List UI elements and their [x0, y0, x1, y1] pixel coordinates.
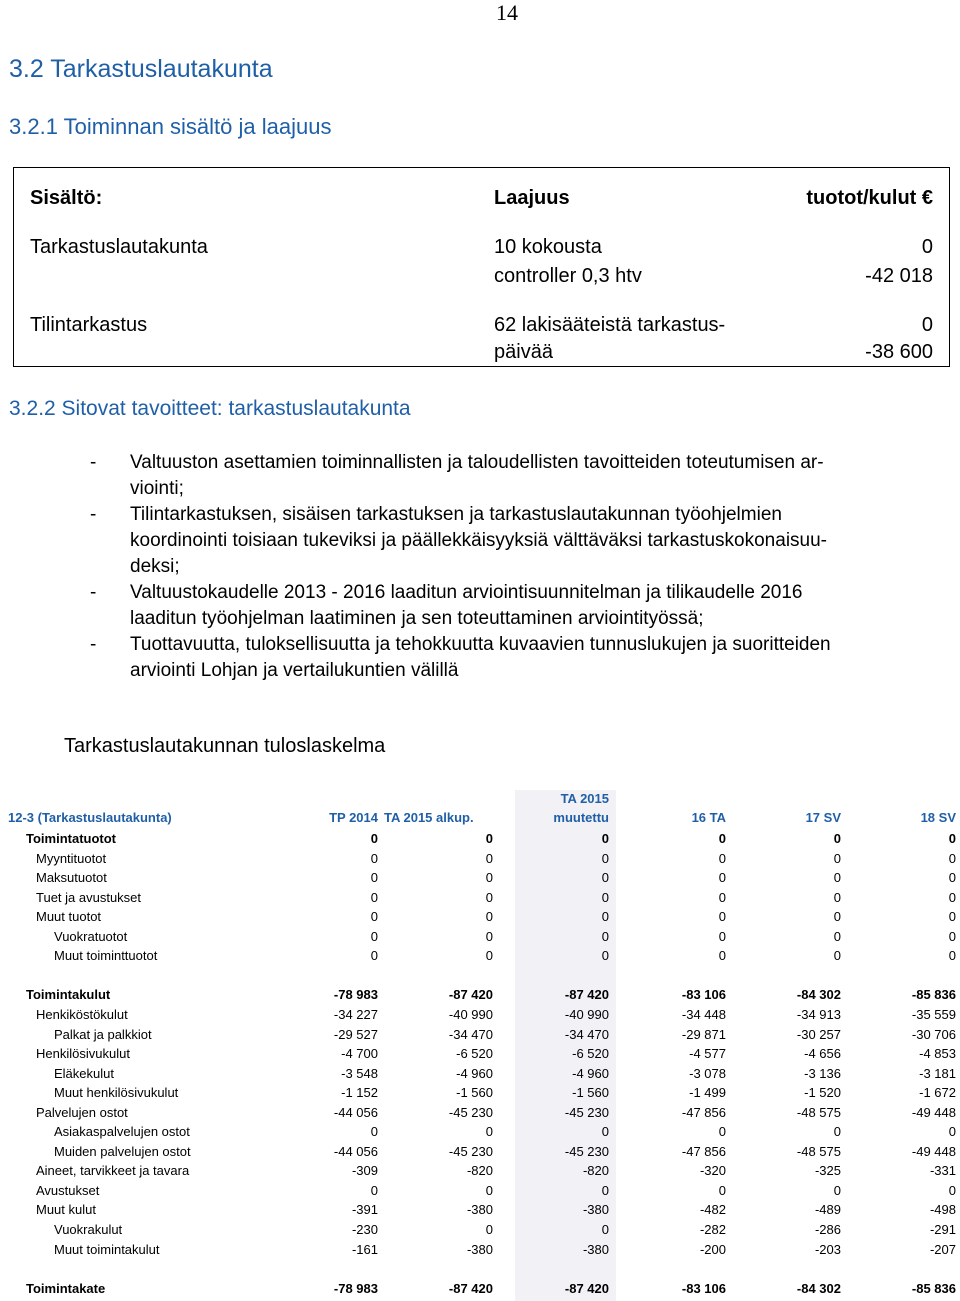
- row-value: -84 302: [796, 1280, 841, 1296]
- header-17sv: 17 SV: [805, 810, 841, 825]
- row-value: -286: [814, 1222, 841, 1237]
- row-value: 0: [718, 831, 726, 846]
- row-value: -820: [466, 1163, 493, 1179]
- row-label: Muiden palvelujen ostot: [54, 1143, 191, 1159]
- table-row: [0, 1181, 960, 1201]
- table-row: [0, 1005, 960, 1025]
- goal-text: laaditun työohjelman laatiminen ja sen toteuttaminen arviointityössä;: [130, 608, 704, 629]
- row-value: 0: [833, 909, 841, 925]
- row-label: Tuet ja avustukset: [36, 889, 142, 905]
- row-value: 0: [601, 850, 609, 866]
- row-value: 0: [370, 889, 378, 905]
- row-label: Toimintakulut: [26, 987, 111, 1003]
- row-value: -207: [929, 1241, 956, 1257]
- goal-text: Tilintarkastuksen, sisäisen tarkastuksen ja tarkastuslautakunnan työohjelmien: [130, 504, 782, 525]
- table-row: [0, 1044, 960, 1064]
- row-value: 0: [948, 889, 956, 905]
- header-scope: Laajuus: [494, 187, 570, 209]
- row-label: Vuokrakulut: [54, 1222, 123, 1237]
- row-value: -49 448: [911, 1104, 956, 1120]
- row-value: -380: [582, 1202, 609, 1218]
- row-value: -3 181: [919, 1065, 956, 1081]
- table-row: [0, 1025, 960, 1045]
- header-income-costs: tuotot/kulut €: [806, 187, 933, 209]
- row-value: -34 913: [796, 1006, 841, 1022]
- row-value: -3 136: [804, 1065, 841, 1081]
- row-value: -45 230: [564, 1104, 609, 1120]
- row-value: -4 656: [804, 1046, 841, 1062]
- table-row: [0, 1220, 960, 1240]
- row-value: -45 230: [564, 1143, 609, 1159]
- row-label: Henkilösivukulut: [36, 1046, 130, 1062]
- row-value: -1 499: [689, 1085, 726, 1101]
- table-row: [0, 907, 960, 927]
- row-label: Muut toimintakulut: [54, 1241, 160, 1257]
- row-value: -40 990: [448, 1006, 493, 1022]
- row-name: Tilintarkastus: [30, 314, 148, 336]
- table-row: [0, 1200, 960, 1220]
- row-value: -380: [466, 1241, 493, 1257]
- row-value-line2: -42 018: [865, 265, 933, 287]
- row-value: -380: [466, 1202, 493, 1218]
- row-value: 0: [833, 928, 841, 944]
- row-value: 0: [718, 1124, 726, 1140]
- row-label: Eläkekulut: [54, 1065, 114, 1081]
- row-value: -83 106: [681, 1280, 726, 1296]
- goal-text: Valtuuston asettamien toiminnallisten ja taloudellisten tavoitteiden toteutumisen ar-: [130, 452, 824, 473]
- row-value: -380: [582, 1241, 609, 1257]
- row-value: 0: [948, 850, 956, 866]
- row-value: 0: [718, 889, 726, 905]
- row-value: -34 470: [448, 1026, 493, 1042]
- row-value: -34 227: [333, 1006, 378, 1022]
- row-scope-line2: controller 0,3 htv: [494, 265, 642, 287]
- row-value: -34 470: [564, 1026, 609, 1042]
- row-value: 0: [601, 889, 609, 905]
- row-value: 0: [948, 831, 956, 846]
- row-value: -391: [351, 1202, 378, 1218]
- table-row: [0, 1240, 960, 1260]
- row-value: 0: [370, 1182, 378, 1198]
- table-row: [0, 1064, 960, 1084]
- goal-bullet: -: [90, 582, 97, 603]
- subsection-heading-goals: 3.2.2 Sitovat tavoitteet: tarkastuslautakunta: [9, 397, 411, 420]
- goal-text: viointi;: [130, 478, 184, 499]
- table-row: [0, 1279, 960, 1299]
- table-row: [0, 1161, 960, 1181]
- row-value: -1 672: [919, 1085, 956, 1101]
- table-row: [0, 888, 960, 908]
- row-value: -45 230: [448, 1143, 493, 1159]
- row-value: 0: [833, 1124, 841, 1140]
- row-value: 0: [601, 1124, 609, 1140]
- row-value: 0: [370, 928, 378, 944]
- row-value: -4 853: [919, 1046, 956, 1062]
- row-value: -85 836: [911, 987, 956, 1003]
- row-value: -325: [814, 1163, 841, 1179]
- goal-text: deksi;: [130, 556, 180, 577]
- goal-text: koordinointi toisiaan tukeviksi ja päällekkäisyyksiä välttäväksi tarkastuskokonaisuu-: [130, 530, 827, 551]
- row-value: -1 560: [456, 1085, 493, 1101]
- row-value: 0: [833, 948, 841, 964]
- row-value: 0: [370, 1124, 378, 1140]
- row-label: Toimintatuotot: [26, 831, 117, 846]
- row-value: 0: [485, 1124, 493, 1140]
- row-value: -44 056: [333, 1143, 378, 1159]
- row-label: Avustukset: [36, 1182, 100, 1198]
- row-value: 0: [833, 850, 841, 866]
- row-value: -4 960: [456, 1065, 493, 1081]
- table-row: [0, 1083, 960, 1103]
- row-value: 0: [485, 889, 493, 905]
- row-value: 0: [601, 1222, 609, 1237]
- page-number: 14: [496, 0, 518, 25]
- row-scope-line2: päivää: [494, 341, 553, 363]
- table-row: [0, 1103, 960, 1123]
- table-row: [0, 985, 960, 1005]
- row-label: Asiakaspalvelujen ostot: [54, 1124, 190, 1140]
- row-value: -331: [929, 1163, 956, 1179]
- row-value: -44 056: [333, 1104, 378, 1120]
- row-value: -291: [929, 1222, 956, 1237]
- row-value: 0: [718, 870, 726, 886]
- income-statement-title: Tarkastuslautakunnan tuloslaskelma: [64, 735, 386, 757]
- row-value: -6 520: [456, 1046, 493, 1062]
- row-value: -30 257: [796, 1026, 841, 1042]
- row-value: 0: [601, 948, 609, 964]
- table-row: [0, 927, 960, 947]
- row-value-line2: -38 600: [865, 341, 933, 363]
- row-value: -820: [582, 1163, 609, 1179]
- table-row: [0, 868, 960, 888]
- row-label: Muut tuotot: [36, 909, 102, 925]
- row-value: 0: [948, 1182, 956, 1198]
- row-value: -87 420: [448, 1280, 493, 1296]
- row-label: Toimintakate: [26, 1280, 106, 1296]
- row-value: 0: [833, 870, 841, 886]
- row-value: -48 575: [796, 1143, 841, 1159]
- row-value: 0: [601, 909, 609, 925]
- row-value: 0: [485, 928, 493, 944]
- row-value: -34 448: [681, 1006, 726, 1022]
- row-value: -49 448: [911, 1143, 956, 1159]
- row-value: -4 700: [341, 1046, 378, 1062]
- row-value: 0: [485, 850, 493, 866]
- row-value: 0: [948, 948, 956, 964]
- goal-text: arviointi Lohjan ja vertailukuntien välillä: [130, 660, 459, 681]
- row-value: -203: [814, 1241, 841, 1257]
- row-value: -40 990: [564, 1006, 609, 1022]
- row-value: 0: [948, 1124, 956, 1140]
- row-value: 0: [601, 928, 609, 944]
- header-content: Sisältö:: [30, 187, 103, 209]
- row-value: 0: [485, 870, 493, 886]
- row-value: -29 871: [681, 1026, 726, 1042]
- row-value: 0: [601, 1182, 609, 1198]
- table-row: [0, 946, 960, 966]
- row-label: Muut toiminttuotot: [54, 948, 158, 964]
- row-value: 0: [948, 909, 956, 925]
- row-value: -45 230: [448, 1104, 493, 1120]
- goal-text: Tuottavuutta, tuloksellisuutta ja tehokkuutta kuvaavien tunnuslukujen ja suoritteiden: [130, 634, 831, 655]
- row-value: 0: [370, 909, 378, 925]
- table-row: [0, 1142, 960, 1162]
- row-value: -47 856: [681, 1104, 726, 1120]
- row-value: 0: [485, 909, 493, 925]
- row-value: -161: [351, 1241, 378, 1257]
- row-value: 0: [370, 831, 378, 846]
- header-ta2015: TA 2015 alkup.: [384, 810, 474, 825]
- row-value: -282: [699, 1222, 726, 1237]
- row-value: -35 559: [911, 1006, 956, 1022]
- row-value: 0: [833, 831, 841, 846]
- row-value: -6 520: [572, 1046, 609, 1062]
- section-heading: 3.2 Tarkastuslautakunta: [9, 55, 273, 83]
- row-scope-line1: 62 lakisääteistä tarkastus-: [494, 314, 726, 336]
- row-label: Myyntituotot: [36, 850, 107, 866]
- row-value: -84 302: [796, 987, 841, 1003]
- row-value: 0: [718, 928, 726, 944]
- goal-bullet: -: [90, 452, 97, 473]
- row-name: Tarkastuslautakunta: [30, 236, 208, 258]
- row-value: -87 420: [564, 1280, 609, 1296]
- row-label: Muut kulut: [36, 1202, 96, 1218]
- row-label: Palvelujen ostot: [36, 1104, 128, 1120]
- row-value: 0: [370, 850, 378, 866]
- row-value: -1 560: [572, 1085, 609, 1101]
- row-value: 0: [718, 1182, 726, 1198]
- row-value: -78 983: [333, 987, 378, 1003]
- row-value: 0: [601, 831, 609, 846]
- header-ta2015-changed-line2: muutettu: [553, 810, 609, 825]
- row-value: -83 106: [681, 987, 726, 1003]
- table-row: [0, 829, 960, 849]
- row-value: -1 152: [341, 1085, 378, 1101]
- row-value: 0: [370, 948, 378, 964]
- row-value: -230: [351, 1222, 378, 1237]
- row-label: Henkiköstökulut: [36, 1006, 128, 1022]
- table-row: [0, 849, 960, 869]
- header-18sv: 18 SV: [920, 810, 956, 825]
- row-value: -309: [351, 1163, 378, 1179]
- content-scope-table: [13, 167, 950, 367]
- row-value: -87 420: [564, 987, 609, 1003]
- row-value: -78 983: [333, 1280, 378, 1296]
- row-value: -320: [699, 1163, 726, 1179]
- row-value: -30 706: [911, 1026, 956, 1042]
- row-value: -4 960: [572, 1065, 609, 1081]
- table-row: [0, 1259, 960, 1279]
- row-value: 0: [833, 1182, 841, 1198]
- row-label: Muut henkilösivukulut: [54, 1085, 179, 1101]
- row-value: -200: [699, 1241, 726, 1257]
- goal-text: Valtuustokaudelle 2013 - 2016 laaditun arviointisuunnitelman ja tilikaudelle 2016: [130, 582, 803, 603]
- row-value: -498: [929, 1202, 956, 1218]
- row-value: -1 520: [804, 1085, 841, 1101]
- row-value: -482: [699, 1202, 726, 1218]
- subsection-heading-content: 3.2.1 Toiminnan sisältö ja laajuus: [9, 114, 332, 139]
- row-value-line1: 0: [921, 314, 933, 336]
- row-value: -3 548: [341, 1065, 378, 1081]
- row-value: -29 527: [333, 1026, 378, 1042]
- header-16ta: 16 TA: [691, 810, 726, 825]
- row-value: 0: [718, 909, 726, 925]
- row-value: 0: [485, 831, 493, 846]
- row-value: 0: [485, 948, 493, 964]
- goal-bullet: -: [90, 504, 97, 525]
- row-value: -87 420: [448, 987, 493, 1003]
- row-scope-line1: 10 kokousta: [494, 236, 602, 258]
- row-label: Aineet, tarvikkeet ja tavara: [36, 1163, 190, 1179]
- row-value: 0: [948, 870, 956, 886]
- table-row: [0, 1122, 960, 1142]
- row-value: 0: [370, 870, 378, 886]
- row-value: -48 575: [796, 1104, 841, 1120]
- row-value: 0: [718, 948, 726, 964]
- row-value: 0: [485, 1222, 493, 1237]
- header-tp2014: TP 2014: [329, 810, 378, 825]
- row-value: -489: [814, 1202, 841, 1218]
- row-value: 0: [833, 889, 841, 905]
- row-value: 0: [948, 928, 956, 944]
- goal-bullet: -: [90, 634, 97, 655]
- row-label: Palkat ja palkkiot: [54, 1026, 152, 1042]
- row-value: -85 836: [911, 1280, 956, 1296]
- row-value: -47 856: [681, 1143, 726, 1159]
- row-value: 0: [485, 1182, 493, 1198]
- row-label: Maksutuotot: [36, 870, 107, 886]
- header-label: 12-3 (Tarkastuslautakunta): [8, 810, 172, 825]
- row-value: 0: [601, 870, 609, 886]
- row-value: 0: [718, 850, 726, 866]
- row-value-line1: 0: [921, 236, 933, 258]
- header-ta2015-changed-line1: TA 2015: [560, 791, 609, 806]
- row-value: -3 078: [689, 1065, 726, 1081]
- row-label: Vuokratuotot: [54, 928, 128, 944]
- row-value: -4 577: [689, 1046, 726, 1062]
- table-row: [0, 966, 960, 986]
